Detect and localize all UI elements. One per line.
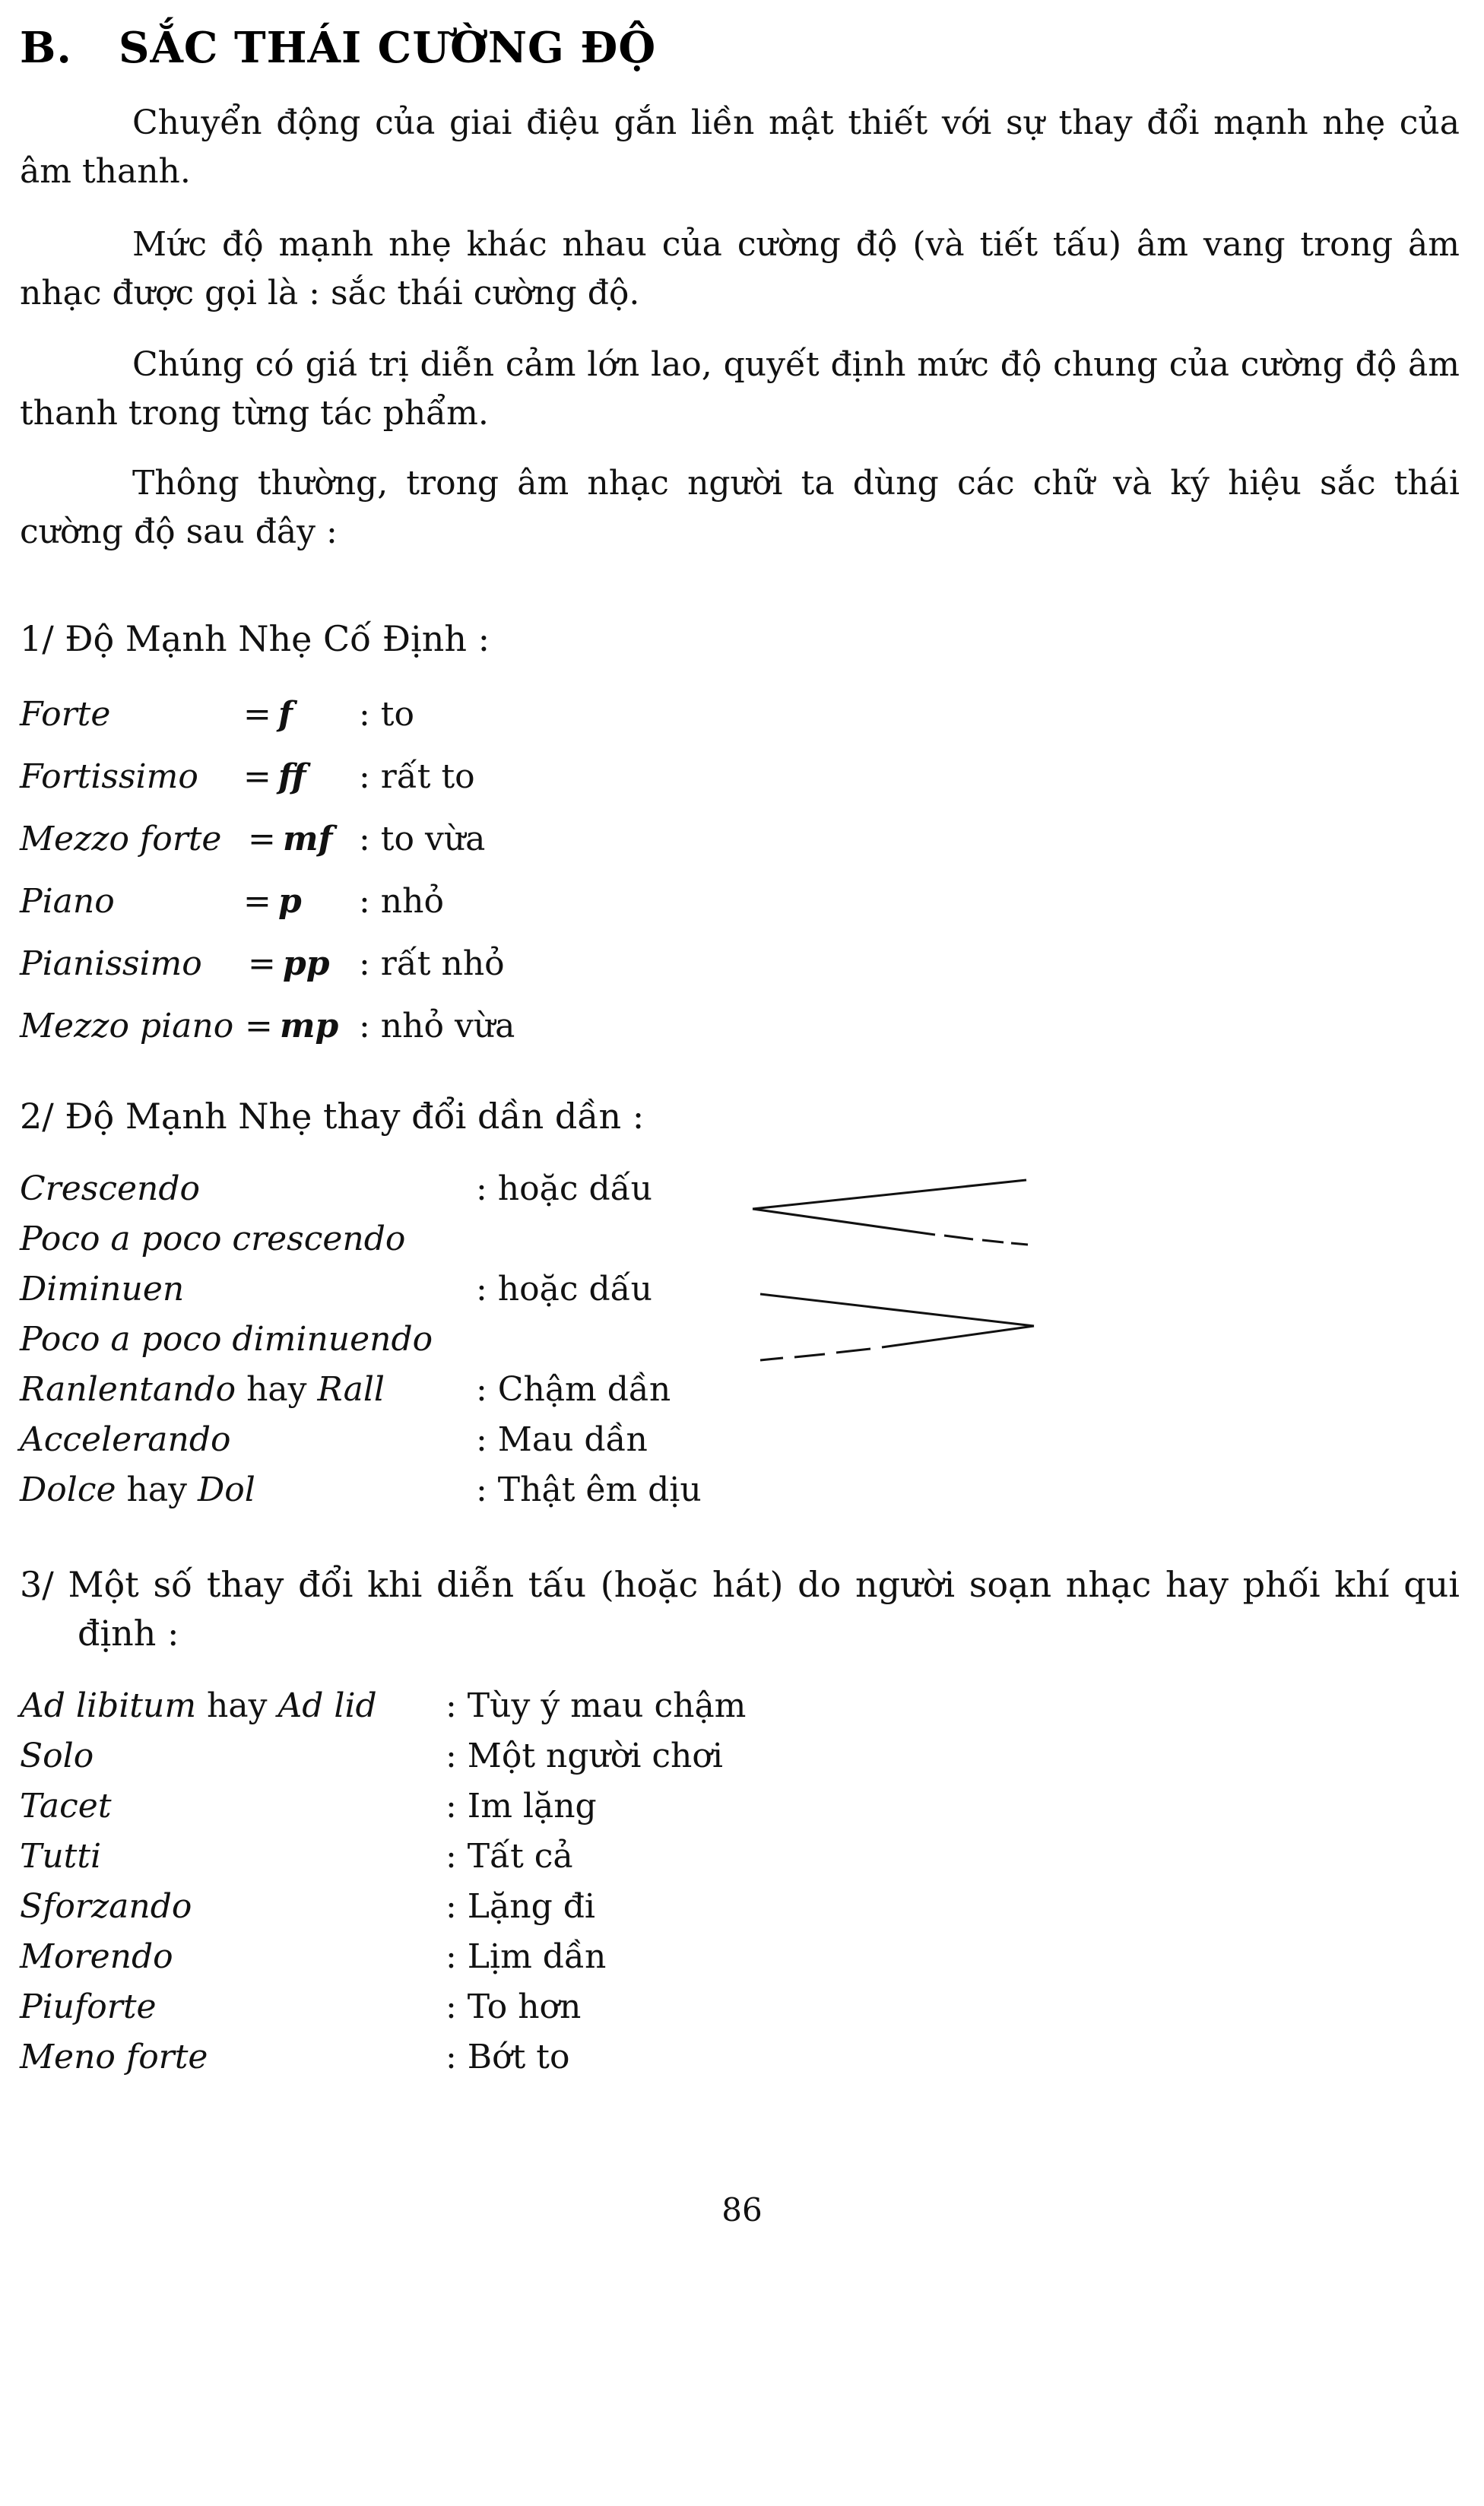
dynamic-symbol: f xyxy=(278,695,293,734)
intro-paragraph-2: Mức độ mạnh nhẹ khác nhau của cường độ (và tiết tấu) âm vang trong âm nhạc được gọi là : sắc thái cường độ. xyxy=(20,225,1460,312)
dynamic-symbol: pp xyxy=(283,944,330,983)
crescendo-hairpin-icon xyxy=(745,1163,1034,1247)
gradual-meaning: : Thật êm dịu xyxy=(476,1470,702,1509)
gradual-meaning: : hoặc dấu xyxy=(476,1169,652,1208)
gradual-term: Accelerando xyxy=(20,1420,231,1459)
page-number: 86 xyxy=(721,2191,763,2228)
gradual-term: Ranlentando xyxy=(20,1370,236,1409)
dynamic-symbol: ff xyxy=(278,757,306,796)
dynamic-meaning: : rất to xyxy=(359,757,475,796)
dynamic-meaning: : nhỏ xyxy=(359,882,444,921)
gradual-meaning: : hoặc dấu xyxy=(476,1270,652,1309)
dynamic-equals: = xyxy=(248,944,276,983)
dynamic-equals: = xyxy=(245,1007,273,1045)
performance-term-abbrev: Ad lid xyxy=(277,1686,377,1725)
dynamic-equals: = xyxy=(243,695,271,734)
dynamic-meaning: : to xyxy=(359,695,414,734)
section-letter: B. xyxy=(20,23,72,73)
section-2-title: 2/ Độ Mạnh Nhẹ thay đổi dần dần : xyxy=(20,1096,645,1137)
dynamic-term: Mezzo forte xyxy=(20,820,222,858)
dynamic-term: Fortissimo xyxy=(20,757,198,796)
dynamic-term: Mezzo piano xyxy=(20,1007,234,1045)
section-title: SẮC THÁI CƯỜNG ĐỘ xyxy=(119,23,657,73)
performance-term: Sforzando xyxy=(20,1887,192,1926)
section-1-title: 1/ Độ Mạnh Nhẹ Cố Định : xyxy=(20,618,490,659)
dynamic-term: Piano xyxy=(20,882,115,921)
dynamic-equals: = xyxy=(248,820,276,858)
performance-term: Tutti xyxy=(20,1837,102,1876)
dynamic-equals: = xyxy=(243,757,271,796)
performance-term: Meno forte xyxy=(20,2038,208,2076)
performance-connector: hay xyxy=(196,1686,278,1725)
dynamic-term: Forte xyxy=(20,695,111,734)
gradual-term: Dolce xyxy=(20,1470,116,1509)
performance-term: Ad libitum xyxy=(20,1686,197,1725)
performance-term: Tacet xyxy=(20,1787,112,1826)
intro-paragraph-3: Chúng có giá trị diễn cảm lớn lao, quyết định mức độ chung của cường độ âm thanh trong từng tác phẩm. xyxy=(20,345,1460,433)
gradual-term-abbrev: Rall xyxy=(317,1370,385,1409)
gradual-term: Diminuen xyxy=(20,1270,185,1309)
dynamic-symbol: mp xyxy=(280,1007,339,1045)
intro-paragraph-1: Chuyển động của giai điệu gắn liền mật thiết với sự thay đổi mạnh nhẹ của âm thanh. xyxy=(20,103,1460,191)
performance-meaning: : Một người chơi xyxy=(446,1737,723,1775)
performance-meaning: : Im lặng xyxy=(446,1787,597,1826)
section-3-title: 3/ Một số thay đổi khi diễn tấu (hoặc hát) do người soạn nhạc hay phối khí qui định : xyxy=(20,1564,1460,1654)
gradual-meaning: : Mau dần xyxy=(476,1420,648,1459)
gradual-term: Poco a poco diminuendo xyxy=(20,1320,433,1359)
performance-meaning: : Tất cả xyxy=(446,1837,573,1876)
dynamic-symbol: p xyxy=(278,882,302,921)
gradual-term: Poco a poco crescendo xyxy=(20,1220,406,1258)
dynamic-equals: = xyxy=(243,882,271,921)
dynamic-symbol: mf xyxy=(283,820,333,858)
gradual-term-abbrev: Dol xyxy=(197,1470,255,1509)
performance-meaning: : Lịm dần xyxy=(446,1937,607,1976)
performance-meaning: : To hơn xyxy=(446,1987,582,2026)
performance-term: Piuforte xyxy=(20,1987,157,2026)
performance-meaning: : Bớt to xyxy=(446,2038,570,2076)
performance-meaning: : Tùy ý mau chậm xyxy=(446,1686,747,1725)
diminuendo-hairpin-icon xyxy=(753,1271,1042,1362)
gradual-connector: hay xyxy=(116,1470,198,1509)
section-heading xyxy=(20,23,656,73)
gradual-meaning: : Chậm dần xyxy=(476,1370,671,1409)
performance-term: Solo xyxy=(20,1737,94,1775)
dynamic-meaning: : rất nhỏ xyxy=(359,944,505,983)
intro-paragraph-4: Thông thường, trong âm nhạc người ta dùng các chữ và ký hiệu sắc thái cường độ sau đây : xyxy=(20,464,1460,551)
performance-term: Morendo xyxy=(20,1937,173,1976)
gradual-connector: hay xyxy=(236,1370,318,1409)
dynamic-term: Pianissimo xyxy=(20,944,202,983)
gradual-term: Crescendo xyxy=(20,1169,200,1208)
performance-meaning: : Lặng đi xyxy=(446,1887,595,1926)
dynamic-meaning: : nhỏ vừa xyxy=(359,1007,515,1045)
dynamic-meaning: : to vừa xyxy=(359,820,486,858)
